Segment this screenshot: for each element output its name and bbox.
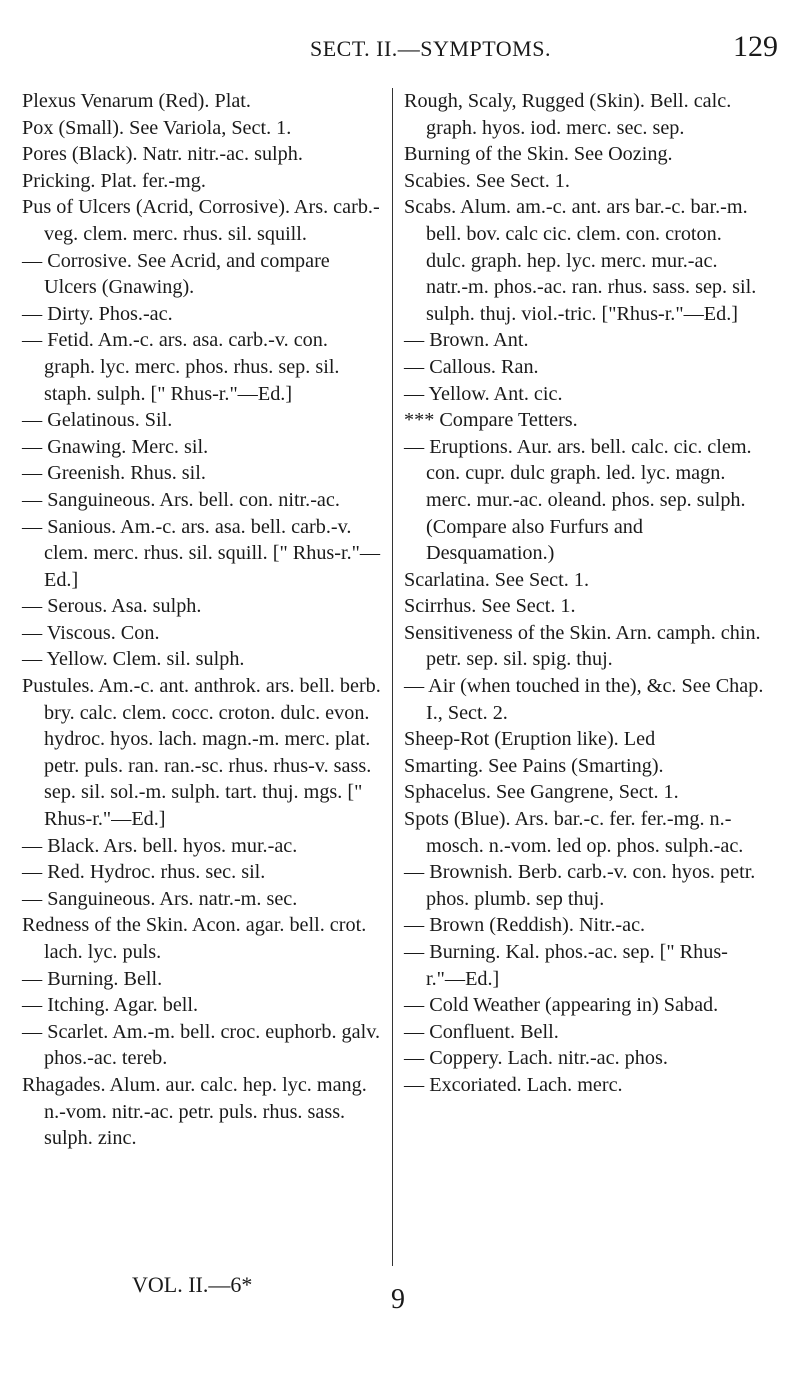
column-divider: [392, 88, 393, 1266]
entry: — Brown (Reddish). Nitr.-ac.: [404, 914, 646, 937]
running-head: [0, 22, 800, 62]
entry: Scirrhus. See Sect. 1.: [404, 595, 576, 618]
entry: — Yellow. Clem. sil. sulph.: [22, 648, 245, 671]
entry: Rough, Scaly, Rugged (Skin). Bell. calc. graph. hyos. iod. merc. sec. sep.: [404, 90, 732, 139]
entry: Pricking. Plat. fer.-mg.: [22, 169, 206, 192]
right-column: [404, 88, 764, 1099]
entry: — Fetid. Am.-c. ars. asa. carb.-v. con. graph. lyc. merc. phos. rhus. sep. sil. staph. sulph. [" Rhus-r."—Ed.]: [22, 329, 340, 405]
entry: Sensitiveness of the Skin. Arn. camph. chin. petr. sep. sil. spig. thuj.: [404, 621, 761, 671]
entry: — Air (when touched in the), &c. See Chap. I., Sect. 2.: [404, 675, 764, 724]
entry: — Corrosive. See Acrid, and compare Ulcers (Gnawing).: [22, 249, 330, 299]
entry: — Red. Hydroc. rhus. sec. sil.: [22, 861, 266, 884]
entry: — Coppery. Lach. nitr.-ac. phos.: [404, 1047, 668, 1070]
entry: — Itching. Agar. bell.: [22, 994, 199, 1017]
entry: Redness of the Skin. Acon. agar. bell. crot. lach. lyc. puls.: [22, 914, 367, 963]
entry: Plexus Venarum (Red). Plat.: [22, 90, 251, 112]
signature-mark: VOL. II.—6*: [132, 1272, 253, 1297]
entry: — Sanguineous. Ars. natr.-m. sec.: [22, 887, 298, 910]
entry: — Brownish. Berb. carb.-v. con. hyos. petr. phos. plumb. sep thuj.: [404, 861, 756, 910]
entry: Pores (Black). Natr. nitr.-ac. sulph.: [22, 143, 303, 166]
entry: *** Compare Tetters.: [404, 409, 578, 432]
entry: — Gelatinous. Sil.: [22, 409, 173, 432]
folio-number: 9: [391, 1284, 405, 1315]
entry: — Callous. Ran.: [404, 355, 539, 378]
entry: Pus of Ulcers (Acrid, Corrosive). Ars. carb.-veg. clem. merc. rhus. sil. squill.: [22, 196, 380, 245]
entry: — Burning. Bell.: [22, 967, 163, 990]
entry: Scabs. Alum. am.-c. ant. ars bar.-c. bar.-m. bell. bov. calc cic. clem. con. croton. dulc. graph. hep. lyc. merc. mur.-ac. natr.-m. phos.-ac. ran. rhus. sass. sep. sil. sulph. thuj. viol.-tric. ["Rhus-r."—Ed.]: [404, 196, 757, 325]
entry: — Black. Ars. bell. hyos. mur.-ac.: [22, 834, 298, 857]
entry: Pox (Small). See Variola, Sect. 1.: [22, 116, 292, 139]
entry: — Burning. Kal. phos.-ac. sep. [" Rhus-r."—Ed.]: [404, 941, 728, 990]
entry: — Sanguineous. Ars. bell. con. nitr.-ac.: [22, 488, 340, 511]
entry: — Viscous. Con.: [22, 621, 160, 644]
entry: Rhagades. Alum. aur. calc. hep. lyc. mang. n.-vom. nitr.-ac. petr. puls. rhus. sass. sulph. zinc.: [22, 1073, 367, 1150]
entry: — Confluent. Bell.: [404, 1020, 559, 1043]
entry: Spots (Blue). Ars. bar.-c. fer. fer.-mg. n.-mosch. n.-vom. led op. phos. sulph.-ac.: [404, 808, 744, 857]
entry: Sphacelus. See Gangrene, Sect. 1.: [404, 781, 679, 804]
entry: Pustules. Am.-c. ant. anthrok. ars. bell. berb. bry. calc. clem. cocc. croton. dulc. evon. hydroc. hyos. lach. magn.-m. merc. plat. petr. puls. ran. ran.-sc. rhus. rhus-v. sass. sep. sil. sol.-m. sulph. tart. thuj. mgs. [" Rhus-r."—Ed.]: [22, 675, 381, 831]
left-column: [22, 88, 382, 1152]
page-footer: [0, 1272, 800, 1332]
entry: — Cold Weather (appearing in) Sabad.: [404, 994, 719, 1017]
entry: — Excoriated. Lach. merc.: [404, 1073, 623, 1096]
entry: Scarlatina. See Sect. 1.: [404, 568, 589, 591]
entry: Sheep-Rot (Eruption like). Led: [404, 728, 656, 751]
entry: — Eruptions. Aur. ars. bell. calc. cic. clem. con. cupr. dulc graph. led. lyc. magn. merc. mur.-ac. oleand. phos. sep. sulph. (Compare also Furfurs and Desquamation.): [404, 435, 752, 565]
entry: — Greenish. Rhus. sil.: [22, 462, 206, 485]
entry: — Dirty. Phos.-ac.: [22, 302, 173, 325]
entry: Burning of the Skin. See Oozing.: [404, 143, 673, 166]
entry: Scabies. See Sect. 1.: [404, 169, 570, 192]
entry: — Yellow. Ant. cic.: [404, 382, 563, 405]
entry: — Gnawing. Merc. sil.: [22, 435, 209, 458]
entry: Smarting. See Pains (Smarting).: [404, 754, 664, 777]
page-number: 129: [733, 30, 778, 63]
section-title: SECT. II.—SYMPTOMS.: [310, 36, 551, 61]
entry: — Scarlet. Am.-m. bell. croc. euphorb. galv. phos.-ac. tereb.: [22, 1020, 381, 1070]
entry: — Serous. Asa. sulph.: [22, 595, 202, 618]
entry: — Sanious. Am.-c. ars. asa. bell. carb.-v. clem. merc. rhus. sil. squill. [" Rhus-r."—Ed.]: [22, 515, 381, 591]
entry: — Brown. Ant.: [404, 329, 529, 352]
